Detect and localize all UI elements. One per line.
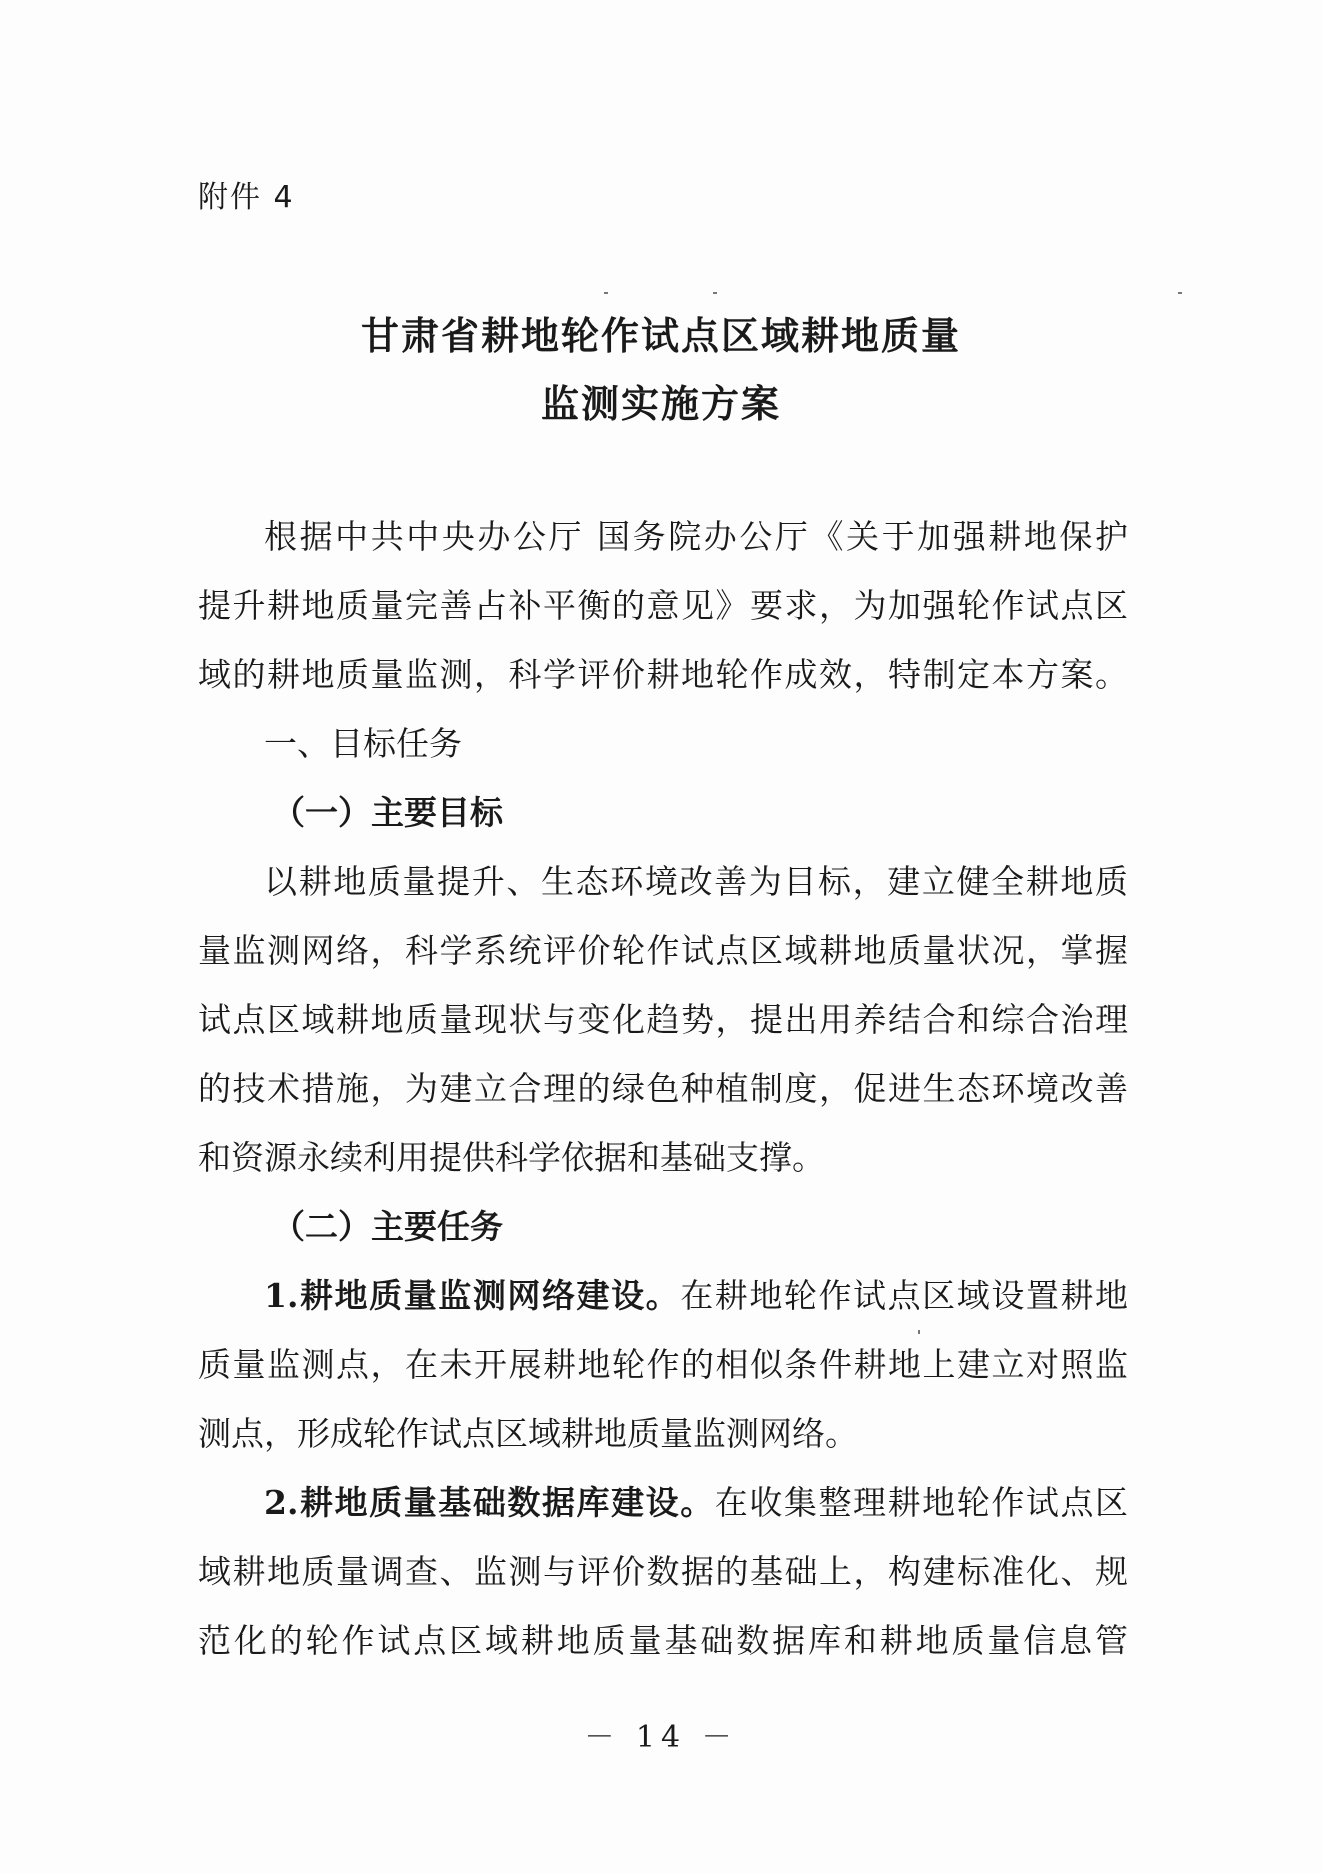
task2-heading: 2.耕地质量基础数据库建设。: [264, 1483, 715, 1522]
scan-speck: [713, 292, 717, 294]
goal-line-1: 以耕地质量提升、生态环境改善为目标，建立健全耕地质: [264, 862, 1128, 901]
attachment-label: 附件 4: [198, 180, 295, 215]
task2-line-1: [264, 1483, 1128, 1523]
task2-line-2: 域耕地质量调查、监测与评价数据的基础上，构建标准化、规: [198, 1552, 1128, 1591]
goal-line-3: 试点区域耕地质量现状与变化趋势，提出用养结合和综合治理: [198, 1000, 1128, 1039]
subsection-heading-2: （二）主要任务: [272, 1207, 503, 1246]
scan-speck: [918, 1330, 920, 1334]
section-heading-1: 一、目标任务: [264, 724, 462, 763]
document-title-line-1: 甘肃省耕地轮作试点区域耕地质量: [360, 313, 961, 358]
goal-line-2: 量监测网络，科学系统评价轮作试点区域耕地质量状况，掌握: [198, 931, 1128, 970]
task2-first-text: 在收集整理耕地轮作试点区: [714, 1483, 1129, 1522]
goal-line-5: 和资源永续利用提供科学依据和基础支撑。: [198, 1138, 825, 1177]
page-number: － 14 －: [584, 1720, 738, 1755]
task1-line-3: 测点，形成轮作试点区域耕地质量监测网络。: [198, 1414, 858, 1453]
intro-line-3: 域的耕地质量监测，科学评价耕地轮作成效，特制定本方案。: [198, 655, 1128, 694]
task2-line-3: 范化的轮作试点区域耕地质量基础数据库和耕地质量信息管: [198, 1621, 1128, 1660]
task1-line-2: 质量监测点，在未开展耕地轮作的相似条件耕地上建立对照监: [198, 1345, 1128, 1384]
intro-line-2: 提升耕地质量完善占补平衡的意见》要求，为加强轮作试点区: [198, 586, 1128, 625]
subsection-heading-1: （一）主要目标: [272, 793, 503, 832]
document-title-line-2: 监测实施方案: [540, 381, 781, 426]
intro-line-1: 根据中共中央办公厅 国务院办公厅《关于加强耕地保护: [264, 517, 1128, 556]
task1-first-text: 在耕地轮作试点区域设置耕地: [680, 1276, 1129, 1315]
task1-heading: 1.耕地质量监测网络建设。: [264, 1276, 681, 1315]
task1-line-1: [264, 1276, 1128, 1316]
goal-line-4: 的技术措施，为建立合理的绿色种植制度，促进生态环境改善: [198, 1069, 1128, 1108]
scan-speck: [604, 292, 608, 294]
scan-speck: [1178, 292, 1182, 294]
